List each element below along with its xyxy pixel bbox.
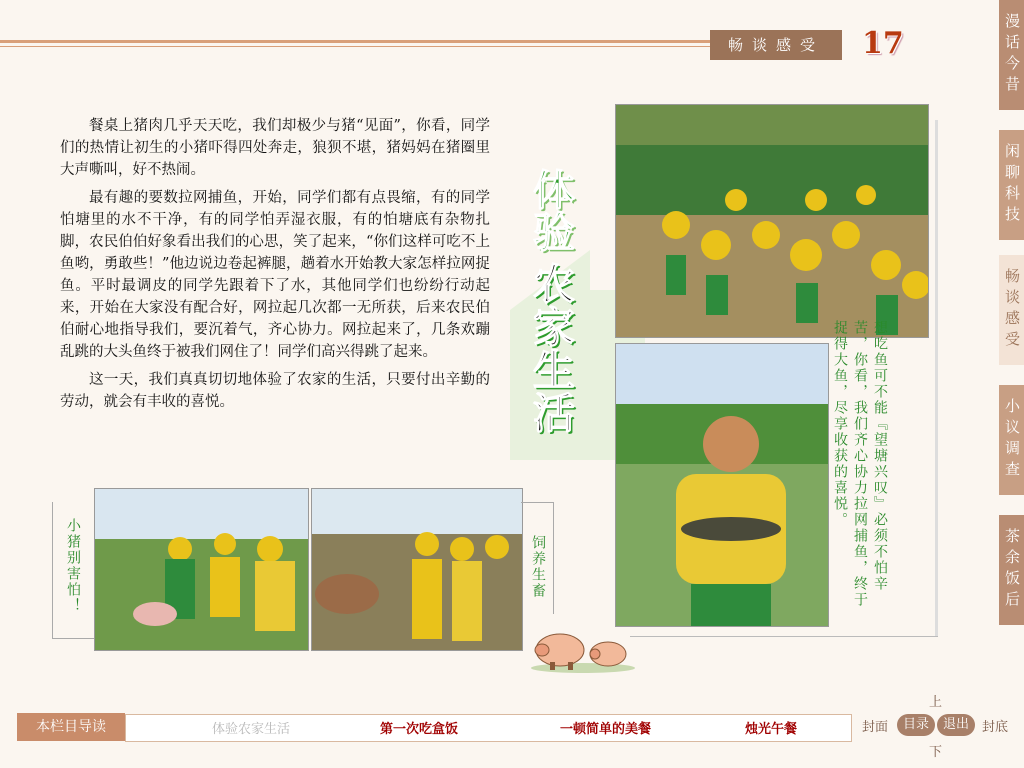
sidebar-item-changtan[interactable]: [999, 255, 1024, 365]
sidebar-item-xianliao[interactable]: [999, 130, 1024, 240]
photo-frame-line: [630, 636, 938, 637]
caption-feeding: 饲养生畜: [530, 535, 546, 599]
article-paragraph: 餐桌上猪肉几乎天天吃，我们却极少与猪“见面”，你看，同学们的热情让初生的小猪吓得四处奔走，狼狈不堪，猪妈妈在猪圈里大声嘶叫，好不热闹。: [60, 118, 490, 178]
sidebar-item-manhua[interactable]: [999, 0, 1024, 110]
article-paragraph: 最有趣的要数拉网捕鱼，开始，同学们都有点畏缩，有的同学怕塘里的水不干净，有的同学怕弄湿衣服，有的怕塘底有杂物扎脚，农民伯伯好象看出我们的心思，笑了起来，“你们这样可吃不上鱼哟，勇敢些！”他边说边卷起裤腿，趟着水开始教大家怎样拉网捉鱼。平时最调皮的同学先跟着下了水，其他同学们也纷纷行动起来，开始在大家没有配合好，网拉起几次都一无所获，后来农民伯伯耐心地指导我们，要沉着气，齐心协力。网拉起来了，几条欢蹦乱跳的大头鱼终于被我们网住了！同学们高兴得跳了起来。: [60, 190, 490, 360]
article-body: [60, 115, 490, 419]
photo-pond-fishing: [615, 104, 929, 338]
photo-frame-line: [52, 638, 94, 639]
footer-link-simple-meal[interactable]: 一顿简单的美餐: [560, 722, 652, 737]
page-number: 17: [862, 26, 904, 61]
nav-exit-button[interactable]: 退出: [937, 714, 975, 736]
sidebar-item-label: 漫话今昔: [1003, 13, 1021, 97]
photo-frame-line: [52, 502, 53, 638]
article-title-part1: 体验: [527, 168, 576, 252]
nav-up-button[interactable]: 上: [929, 695, 943, 710]
photo-frame-line: [935, 120, 938, 636]
sidebar-item-xiaoyi[interactable]: [999, 385, 1024, 495]
sidebar: [999, 0, 1024, 625]
photo-piglet-image: [95, 489, 308, 650]
sidebar-item-label: 茶余饭后: [1003, 528, 1021, 612]
sidebar-item-label: 闲聊科技: [1003, 143, 1021, 227]
nav-down-button[interactable]: 下: [929, 745, 943, 760]
photo-piglet: [94, 488, 309, 651]
nav-toc-button[interactable]: 目录: [897, 714, 935, 736]
photo-boy-with-fish: [615, 343, 829, 627]
sidebar-item-label: 小议调查: [1003, 398, 1021, 482]
section-tab: 畅谈感受: [710, 30, 842, 60]
sidebar-item-chayu[interactable]: [999, 515, 1024, 625]
photo-feeding-livestock-image: [312, 489, 522, 650]
header-rule-thin: [0, 46, 710, 47]
nav-cover-button[interactable]: 封面: [862, 720, 889, 735]
photo-pond-fishing-image: [616, 105, 928, 337]
photo-frame-line: [553, 502, 554, 614]
article-title-part2: 农家生活: [527, 262, 576, 434]
footer-link-experience-farm[interactable]: 体验农家生活: [212, 722, 291, 737]
article-paragraph: 这一天，我们真真切切地体验了农家的生活，只要付出辛勤的劳动，就会有丰收的喜悦。: [60, 372, 490, 410]
sidebar-item-label: 畅谈感受: [1003, 268, 1021, 352]
photo-frame-line: [521, 502, 554, 503]
photo-feeding-livestock: [311, 488, 523, 651]
nav-back-cover-button[interactable]: 封底: [982, 720, 1009, 735]
pig-illustration: [528, 622, 638, 676]
column-guide-label: 本栏目导读: [17, 713, 125, 741]
caption-piglet: 小猪别害怕！: [65, 518, 81, 614]
header-rule: [0, 40, 710, 43]
footer-link-first-boxed-lunch[interactable]: 第一次吃盒饭: [380, 722, 459, 737]
photo-boy-with-fish-image: [616, 344, 828, 626]
caption-fishing: 想吃鱼可不能『望塘兴叹』必须不怕辛苦，你看，我们齐心协力拉网捕鱼，终于捉得大鱼，尽享收获的喜悦。: [832, 320, 888, 608]
footer-link-candlelight-lunch[interactable]: 烛光午餐: [745, 722, 798, 737]
